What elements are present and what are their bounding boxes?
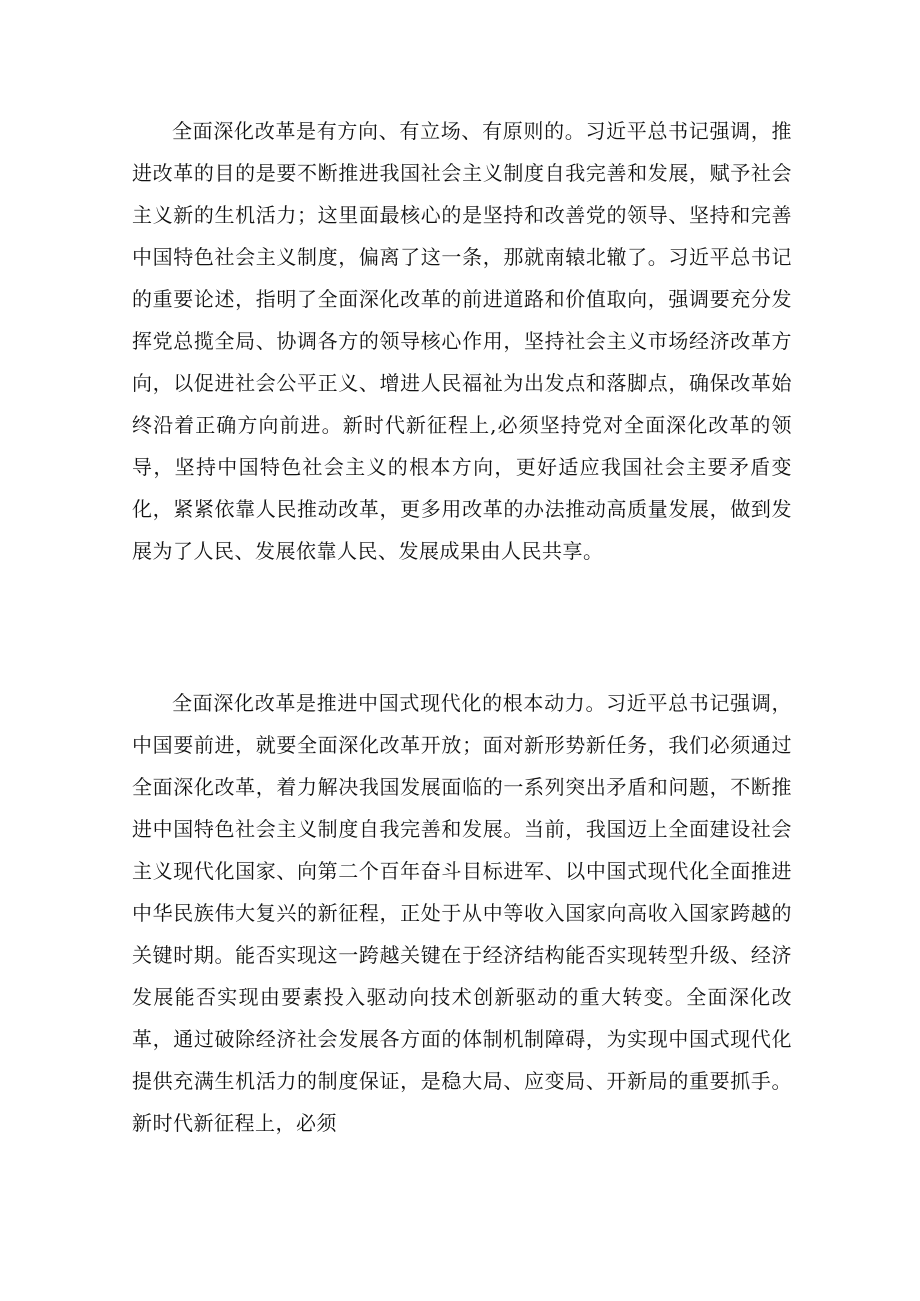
paragraph-driving-force-of-modernization: 全面深化改革是推进中国式现代化的根本动力。习近平总书记强调，中国要前进，就要全面深化改革开放；面对新形势新任务，我们必须通过全面深化改革，着力解决我国发展面临的一系列突出矛盾和问题，不断推进中国特色社会主义制度自我完善和发展。当前，我国迈上全面建设社会主义现代化国家、向第二个百年奋斗目标进军、以中国式现代化全面推进中华民族伟大复兴的新征程，正处于从中等收入国家向高收入国家跨越的关键时期。能否实现这一跨越关键在于经济结构能否实现转型升级、经济发展能否实现由要素投入驱动向技术创新驱动的重大转变。全面深化改革，通过破除经济社会发展各方面的体制机制障碍，为实现中国式现代化提供充满生机活力的制度保证，是稳大局、应变局、开新局的重要抓手。新时代新征程上，必须 bbox=[132, 691, 792, 1135]
paragraph-direction-of-reform: 全面深化改革是有方向、有立场、有原则的。习近平总书记强调，推进改革的目的是要不断推进我国社会主义制度自我完善和发展，赋予社会主义新的生机活力；这里面最核心的是坚持和改善党的领导、坚持和完善中国特色社会主义制度，偏离了这一条，那就南辕北辙了。习近平总书记的重要论述，指明了全面深化改革的前进道路和价值取向，强调要充分发挥党总揽全局、协调各方的领导核心作用，坚持社会主义市场经济改革方向，以促进社会公平正义、增进人民福祉为出发点和落脚点，确保改革始终沿着正确方向前进。新时代新征程上,必须坚持党对全面深化改革的领导，坚持中国特色社会主义的根本方向，更好适应我国社会主要矛盾变化，紧紧依靠人民推动改革，更多用改革的办法推动高质量发展，做到发展为了人民、发展依靠人民、发展成果由人民共享。 bbox=[132, 119, 792, 563]
